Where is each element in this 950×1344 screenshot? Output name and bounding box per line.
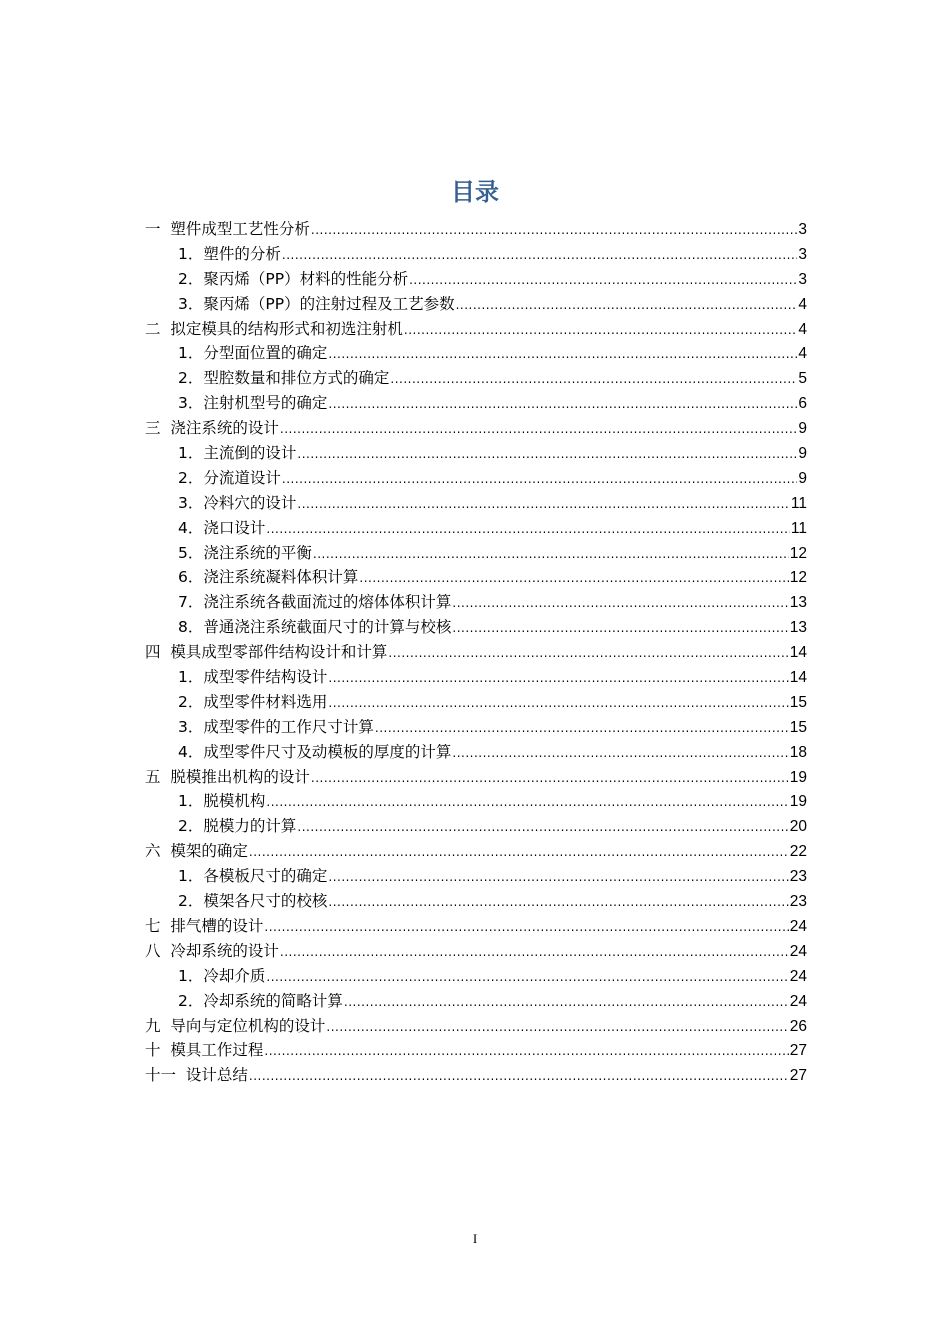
toc-dot-leader <box>264 1039 788 1064</box>
toc-section-entry[interactable] <box>145 466 807 491</box>
toc-section-entry[interactable] <box>145 615 807 640</box>
toc-dot-leader <box>375 716 789 741</box>
toc-entry-title: 分型面位置的确定 <box>203 344 328 363</box>
toc-page-number: 6 <box>798 395 807 413</box>
toc-entry-number: 3． <box>178 294 204 313</box>
toc-dot-leader <box>249 840 789 865</box>
toc-page-number: 23 <box>789 893 807 911</box>
toc-entry-number: 2． <box>178 817 204 836</box>
toc-page-number: 24 <box>789 992 807 1010</box>
toc-entry-number: 九 <box>145 1016 171 1035</box>
toc-dot-leader <box>297 815 788 840</box>
toc-entry-number: 8． <box>178 618 204 637</box>
toc-section-entry[interactable] <box>145 740 807 765</box>
toc-section-entry[interactable] <box>145 565 807 590</box>
toc-section-entry[interactable] <box>145 690 807 715</box>
toc-dot-leader <box>359 566 788 591</box>
toc-section-entry[interactable] <box>145 491 807 516</box>
toc-entry-title: 分流道设计 <box>203 468 281 487</box>
toc-entry-number: 二 <box>145 319 171 338</box>
toc-section-entry[interactable] <box>145 341 807 366</box>
page-number: I <box>472 1231 478 1246</box>
toc-entry-number: 1． <box>178 867 204 886</box>
toc-dot-leader <box>328 865 788 890</box>
toc-entry-title: 浇注系统各截面流过的熔体体积计算 <box>203 593 452 612</box>
toc-page-number: 24 <box>789 967 807 985</box>
toc-page-number: 3 <box>798 270 807 288</box>
toc-dot-leader <box>249 1064 789 1089</box>
toc-page-number: 18 <box>789 743 807 761</box>
toc-page-number: 15 <box>789 718 807 736</box>
toc-page-number: 27 <box>789 1042 807 1060</box>
toc-section-entry[interactable] <box>145 391 807 416</box>
toc-entry-title: 型腔数量和排位方式的确定 <box>203 369 390 388</box>
toc-entry-number: 6． <box>178 568 204 587</box>
toc-page-number: 3 <box>798 245 807 263</box>
toc-dot-leader <box>311 766 789 791</box>
toc-entry-title: 脱模推出机构的设计 <box>170 767 310 786</box>
toc-chapter-entry[interactable] <box>145 1014 807 1039</box>
toc-dot-leader <box>344 990 789 1015</box>
toc-entry-title: 浇注系统的平衡 <box>203 543 312 562</box>
toc-section-entry[interactable] <box>145 964 807 989</box>
page-title: 目录 <box>451 178 499 206</box>
toc-dot-leader <box>388 641 788 666</box>
toc-page-number: 4 <box>798 320 807 338</box>
toc-entry-number: 五 <box>145 767 171 786</box>
toc-section-entry[interactable] <box>145 864 807 889</box>
toc-page-number: 3 <box>798 221 807 238</box>
toc-section-entry[interactable] <box>145 267 807 292</box>
toc-dot-leader <box>280 940 789 965</box>
toc-entry-title: 塑件的分析 <box>203 244 281 263</box>
toc-page-number: 24 <box>789 942 807 960</box>
toc-entry-number: 3． <box>178 394 204 413</box>
toc-entry-title: 聚丙烯（PP）的注射过程及工艺参数 <box>203 294 455 313</box>
toc-entry-number: 1． <box>178 444 204 463</box>
toc-entry-number: 1． <box>178 668 204 687</box>
toc-section-entry[interactable] <box>145 715 807 740</box>
toc-section-entry[interactable] <box>145 516 807 541</box>
toc-entry-title: 成型零件结构设计 <box>203 668 328 687</box>
toc-entry-title: 注射机型号的确定 <box>203 394 328 413</box>
toc-entry-title: 成型零件的工作尺寸计算 <box>203 717 374 736</box>
table-of-contents <box>145 217 807 1088</box>
toc-page-number: 15 <box>789 693 807 711</box>
toc-entry-number: 十 <box>145 1041 171 1060</box>
toc-dot-leader <box>313 542 789 567</box>
toc-entry-title: 模架的确定 <box>170 842 248 861</box>
toc-entry-title: 成型零件尺寸及动模板的厚度的计算 <box>203 742 452 761</box>
toc-entry-title: 脱模力的计算 <box>203 817 297 836</box>
toc-section-entry[interactable] <box>145 292 807 317</box>
toc-dot-leader <box>328 666 788 691</box>
toc-page-number: 27 <box>789 1067 807 1085</box>
toc-page-number: 9 <box>798 469 807 487</box>
toc-entry-number: 7． <box>178 593 204 612</box>
toc-chapter-entry[interactable] <box>145 839 807 864</box>
toc-dot-leader <box>282 467 797 492</box>
toc-entry-title: 冷料穴的设计 <box>203 493 297 512</box>
toc-entry-number: 2． <box>178 991 204 1010</box>
toc-entry-title: 设计总结 <box>185 1066 248 1085</box>
toc-dot-leader <box>328 392 797 417</box>
toc-chapter-entry[interactable] <box>145 914 807 939</box>
toc-entry-number: 2． <box>178 369 204 388</box>
toc-chapter-entry[interactable] <box>145 939 807 964</box>
toc-entry-title: 模具成型零部件结构设计和计算 <box>170 643 388 662</box>
toc-page-number: 9 <box>798 445 807 463</box>
toc-page-number: 11 <box>790 494 807 512</box>
toc-page-number: 23 <box>789 868 807 886</box>
toc-entry-title: 各模板尺寸的确定 <box>203 867 328 886</box>
toc-entry-title: 冷却系统的设计 <box>170 941 279 960</box>
toc-entry-title: 冷却系统的简略计算 <box>203 991 343 1010</box>
toc-dot-leader <box>280 417 798 442</box>
toc-page-number: 4 <box>798 345 807 363</box>
toc-dot-leader <box>266 517 790 542</box>
toc-page-number: 20 <box>789 818 807 836</box>
toc-entry-number: 一 <box>145 220 171 238</box>
toc-entry-number: 2． <box>178 692 204 711</box>
toc-section-entry[interactable] <box>145 590 807 615</box>
toc-entry-number: 六 <box>145 842 171 861</box>
toc-page-number: 9 <box>798 420 807 438</box>
toc-entry-number: 1． <box>178 344 204 363</box>
toc-page-number: 19 <box>789 768 807 786</box>
toc-chapter-entry[interactable] <box>145 416 807 441</box>
toc-section-entry[interactable] <box>145 889 807 914</box>
toc-page-number: 13 <box>789 594 807 612</box>
toc-page-number: 19 <box>789 793 807 811</box>
toc-dot-leader <box>282 243 797 268</box>
toc-dot-leader <box>328 890 788 915</box>
toc-dot-leader <box>409 268 797 293</box>
toc-entry-number: 七 <box>145 916 171 935</box>
toc-entry-number: 1． <box>178 966 204 985</box>
toc-entry-title: 拟定模具的结构形式和初选注射机 <box>170 319 403 338</box>
toc-dot-leader <box>311 218 798 243</box>
toc-page-number: 14 <box>789 669 807 687</box>
toc-chapter-entry[interactable] <box>145 217 807 242</box>
toc-chapter-entry[interactable] <box>145 1038 807 1063</box>
toc-entry-title: 普通浇注系统截面尺寸的计算与校核 <box>203 618 452 637</box>
toc-entry-title: 聚丙烯（PP）材料的性能分析 <box>203 269 409 288</box>
toc-dot-leader <box>390 367 797 392</box>
toc-entry-title: 浇注系统凝料体积计算 <box>203 568 359 587</box>
toc-entry-number: 1． <box>178 792 204 811</box>
toc-dot-leader <box>452 741 788 766</box>
toc-chapter-entry[interactable] <box>145 640 807 665</box>
toc-page-number: 12 <box>789 569 807 587</box>
toc-dot-leader <box>456 293 798 318</box>
toc-entry-title: 浇口设计 <box>203 518 266 537</box>
toc-entry-number: 十一 <box>145 1066 186 1085</box>
toc-entry-number: 5． <box>178 543 204 562</box>
toc-entry-number: 四 <box>145 643 171 662</box>
toc-dot-leader <box>266 965 788 990</box>
toc-section-entry[interactable] <box>145 665 807 690</box>
toc-entry-number: 三 <box>145 419 171 438</box>
toc-section-entry[interactable] <box>145 541 807 566</box>
toc-section-entry[interactable] <box>145 242 807 267</box>
toc-entry-title: 模架各尺寸的校核 <box>203 892 328 911</box>
toc-entry-number: 2． <box>178 468 204 487</box>
toc-entry-title: 排气槽的设计 <box>170 916 264 935</box>
toc-entry-number: 3． <box>178 493 204 512</box>
toc-page-number: 14 <box>789 644 807 662</box>
toc-dot-leader <box>404 318 798 343</box>
toc-entry-title: 导向与定位机构的设计 <box>170 1016 326 1035</box>
toc-dot-leader <box>328 691 788 716</box>
toc-chapter-entry[interactable] <box>145 317 807 342</box>
toc-entry-number: 4． <box>178 742 204 761</box>
toc-entry-number: 4． <box>178 518 204 537</box>
toc-page-number: 22 <box>789 843 807 861</box>
toc-section-entry[interactable] <box>145 989 807 1014</box>
toc-page-number: 13 <box>789 619 807 637</box>
toc-entry-title: 模具工作过程 <box>170 1041 264 1060</box>
toc-chapter-entry[interactable] <box>145 765 807 790</box>
toc-page-number: 11 <box>790 519 807 537</box>
toc-entry-title: 脱模机构 <box>203 792 266 811</box>
toc-entry-title: 塑件成型工艺性分析 <box>170 220 310 238</box>
toc-dot-leader <box>297 442 797 467</box>
toc-entry-title: 主流倒的设计 <box>203 444 297 463</box>
toc-dot-leader <box>328 342 797 367</box>
toc-dot-leader <box>452 591 788 616</box>
toc-entry-title: 成型零件材料选用 <box>203 692 328 711</box>
toc-dot-leader <box>264 915 788 940</box>
toc-entry-number: 3． <box>178 717 204 736</box>
toc-page-number: 24 <box>789 917 807 935</box>
toc-section-entry[interactable] <box>145 789 807 814</box>
toc-dot-leader <box>326 1015 788 1040</box>
toc-entry-number: 八 <box>145 941 171 960</box>
toc-page-number: 4 <box>798 295 807 313</box>
toc-dot-leader <box>266 790 788 815</box>
toc-chapter-entry[interactable] <box>145 1063 807 1088</box>
toc-page-number: 5 <box>798 370 807 388</box>
toc-entry-number: 2． <box>178 269 204 288</box>
toc-entry-number: 1． <box>178 244 204 263</box>
toc-page-number: 12 <box>789 544 807 562</box>
toc-dot-leader <box>452 616 788 641</box>
toc-entry-number: 2． <box>178 892 204 911</box>
toc-dot-leader <box>297 492 790 517</box>
toc-entry-title: 浇注系统的设计 <box>170 419 279 438</box>
toc-section-entry[interactable] <box>145 441 807 466</box>
toc-section-entry[interactable] <box>145 814 807 839</box>
toc-page-number: 26 <box>789 1017 807 1035</box>
toc-section-entry[interactable] <box>145 366 807 391</box>
toc-entry-title: 冷却介质 <box>203 966 266 985</box>
